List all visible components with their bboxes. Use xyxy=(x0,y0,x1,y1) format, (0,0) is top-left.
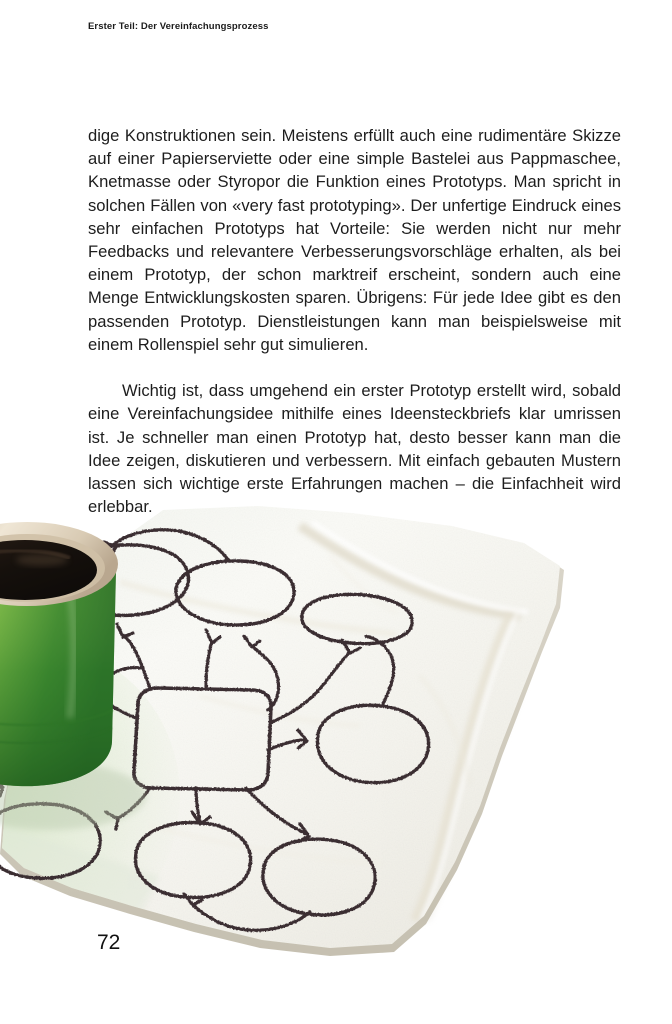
figure-napkin-prototype-photo xyxy=(0,496,672,976)
body-text-block xyxy=(88,124,621,518)
napkin-photo-svg xyxy=(0,496,672,976)
running-head: Erster Teil: Der Vereinfachungsprozess xyxy=(88,21,269,32)
paragraph-2: Wichtig ist, dass umgehend ein erster Prototyp erstellt wird, sobald eine Vereinfachungsidee mithilfe eines Ideensteckbriefs klar umrissen ist. Je schneller man einen Prototyp hat, desto besser kann man die Idee zeigen, diskutieren und verbessern. Mit einfach gebauten Mustern lassen sich wichtige erste Erfahrungen machen – die Einfachheit wird erlebbar. xyxy=(88,381,621,517)
page-number: 72 xyxy=(97,931,121,954)
paragraph-1: dige Konstruktionen sein. Meistens erfüllt auch eine rudimentäre Skizze auf einer Papierserviette oder eine simple Bastelei aus Pappmaschee, Knetmasse oder Styropor die Funktion eines Prototyps. Man spricht in solchen Fällen von «very fast prototyping». Der unfertige Eindruck eines sehr einfachen Prototyps hat Vorteile: Sie werden nicht nur mehr Feedbacks und relevantere Verbesserungsvorschläge erhalten, als bei einem Prototyp, der schon marktreif erscheint, sondern auch eine Menge Entwicklungskosten sparen. Übrigens: Für jede Idee gibt es den passenden Prototyp. Dienstleistungen kann man beispielsweise mit einem Rollenspiel sehr gut simulieren. xyxy=(88,126,621,354)
coffee-reflection xyxy=(16,554,68,566)
